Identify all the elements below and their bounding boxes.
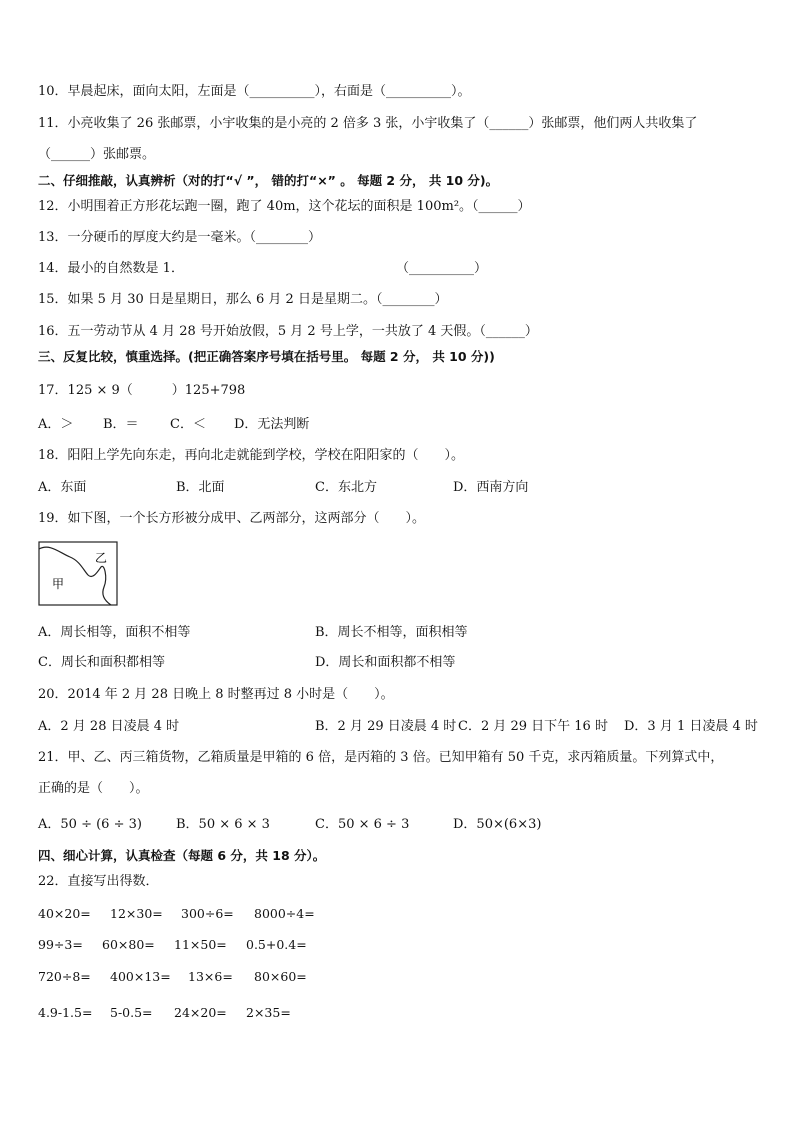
section-3-heading: 三、反复比较，慎重选择。(把正确答案序号填在括号里。 每题 2 分， 共 10 分)) (38, 349, 495, 364)
q17-option-a: A．＞ (38, 417, 74, 432)
question-20: 20．2014 年 2 月 28 日晚上 8 时整再过 8 小时是（ ）。 (38, 687, 394, 702)
calc-item: 99÷3= (38, 937, 83, 952)
calc-item: 11×50= (174, 937, 227, 952)
calc-item: 24×20= (174, 1005, 227, 1020)
question-17: 17．125 × 9（ ）125+798 (38, 383, 246, 398)
question-14: 14．最小的自然数是 1． (38, 261, 184, 276)
question-16: 16．五一劳动节从 4 月 28 号开始放假，5 月 2 号上学，一共放了 4 天假。（______） (38, 324, 538, 339)
q21-option-a: A．50 ÷ (6 ÷ 3) (38, 817, 142, 832)
q18-option-c: C．东北方 (315, 480, 377, 495)
question-14-blank: （__________） (396, 261, 488, 276)
question-15: 15．如果 5 月 30 日是星期日，那么 6 月 2 日是星期二。（________） (38, 292, 448, 307)
q17-option-c: C．＜ (170, 417, 206, 432)
question-12: 12．小明围着正方形花坛跑一圈，跑了 40m，这个花坛的面积是 100m²。（______） (38, 199, 531, 214)
calc-item: 400×13= (110, 969, 171, 984)
calc-item: 13×6= (188, 969, 233, 984)
calc-item: 4.9-1.5= (38, 1005, 93, 1020)
calc-item: 8000÷4= (254, 906, 315, 921)
rectangle-figure (38, 541, 118, 611)
calc-item: 300÷6= (181, 906, 234, 921)
q18-option-a: A．东面 (38, 480, 87, 495)
q20-option-d: D．3 月 1 日凌晨 4 时 (624, 719, 758, 734)
split-rectangle-diagram (38, 541, 118, 607)
calc-item: 720÷8= (38, 969, 91, 984)
question-18: 18．阳阳上学先向东走，再向北走就能到学校，学校在阳阳家的（ ）。 (38, 448, 465, 463)
q18-option-d: D．西南方向 (453, 480, 529, 495)
q19-option-c: C．周长和面积都相等 (38, 655, 165, 670)
question-11-line1: 11．小亮收集了 26 张邮票，小宇收集的是小亮的 2 倍多 3 张，小宇收集了（______）张邮票，他们两人共收集了 (38, 116, 698, 131)
q20-option-c: C．2 月 29 日下午 16 时 (458, 719, 608, 734)
q20-option-b: B．2 月 29 日凌晨 4 时 (315, 719, 457, 734)
q20-option-a: A．2 月 28 日凌晨 4 时 (38, 719, 180, 734)
q21-option-b: B．50 × 6 × 3 (176, 817, 270, 832)
section-4-heading: 四、细心计算，认真检查（每题 6 分，共 18 分）。 (38, 848, 326, 863)
q19-option-b: B．周长不相等，面积相等 (315, 625, 468, 640)
calc-item: 2×35= (246, 1005, 291, 1020)
calc-item: 40×20= (38, 906, 91, 921)
calc-item: 5-0.5= (110, 1005, 153, 1020)
question-21-line1: 21．甲、乙、丙三箱货物，乙箱质量是甲箱的 6 倍，是丙箱的 3 倍。已知甲箱有 50 千克，求丙箱质量。下列算式中， (38, 750, 724, 765)
q19-option-d: D．周长和面积都不相等 (315, 655, 456, 670)
question-10: 10．早晨起床，面向太阳，左面是（__________），右面是（__________）。 (38, 84, 471, 99)
q21-option-c: C．50 × 6 ÷ 3 (315, 817, 410, 832)
calc-item: 60×80= (102, 937, 155, 952)
calc-item: 12×30= (110, 906, 163, 921)
label-jia: 甲 (52, 577, 65, 591)
section-2-heading: 二、仔细推敲，认真辨析（对的打“√ ”， 错的打“×” 。 每题 2 分， 共 10 分)。 (38, 173, 499, 188)
calc-item: 80×60= (254, 969, 307, 984)
question-19: 19．如下图，一个长方形被分成甲、乙两部分，这两部分（ ）。 (38, 511, 426, 526)
question-21-line2: 正确的是（ ）。 (38, 781, 149, 796)
question-13: 13．一分硬币的厚度大约是一毫米。（________） (38, 230, 322, 245)
question-22: 22．直接写出得数． (38, 874, 159, 889)
calc-item: 0.5+0.4= (246, 937, 307, 952)
q19-option-a: A．周长相等，面积不相等 (38, 625, 191, 640)
q17-option-b: B．＝ (103, 417, 139, 432)
question-11-line2: （______）张邮票。 (38, 147, 156, 162)
q18-option-b: B．北面 (176, 480, 225, 495)
label-yi: 乙 (95, 551, 108, 565)
q17-option-d: D．无法判断 (234, 417, 310, 432)
q21-option-d: D．50×(6×3) (453, 817, 542, 832)
